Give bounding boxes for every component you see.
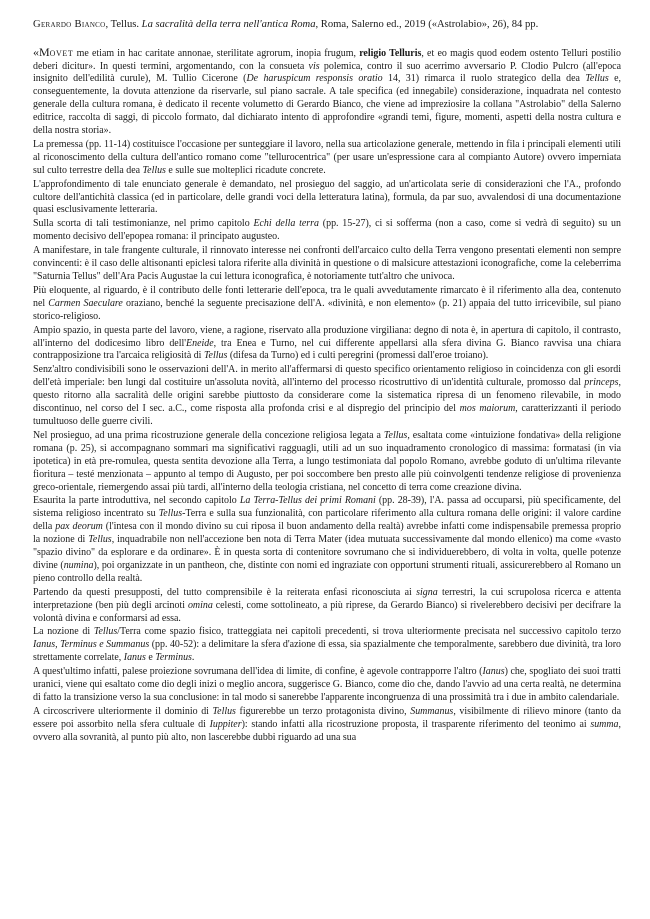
paragraph	[33, 626, 621, 665]
text-run: (pp. 15-27), ci si sofferma (non a caso, come si vedrà di seguito) su un momento decisivo dell'epopea romana: il principato augusteo.	[33, 218, 621, 243]
text-run: e sulle sue molteplici ricadute concrete.	[165, 164, 326, 176]
paragraph	[33, 430, 621, 495]
text-run: De haruspicum responsis oratio	[246, 73, 383, 85]
text-run: 14, 31) rimarca il ruolo strategico della dea	[382, 73, 586, 85]
text-run: La Terra-Tellus dei primi Romani	[239, 495, 376, 507]
text-run: , ovvero alla sovranità, al punto più alto, non lascerebbe dubbi riguardo ad una sua	[33, 718, 621, 743]
text-run: pax deorum	[55, 521, 103, 533]
text-run: ), poi organizzate in un pantheon, che, distinte con nomi ed ingraziate con opportuni strumenti rituali, assicurerebbero al Romano un pieno controllo della realtà.	[33, 559, 621, 584]
text-run: Carmen Saeculare	[48, 297, 123, 309]
text-run: Ianus	[123, 652, 146, 664]
text-run: Terminus	[155, 652, 192, 664]
text-run: ): stando infatti alla ricostruzione proposta, il trasparente riferimento del teonimo ai	[241, 718, 591, 730]
text-run: Ianus	[482, 666, 505, 678]
text-run: Più eloquente, al riguardo, è il contributo delle fonti letterarie dell'epoca, tra le quali avvedutamente rimarcato è il riferimento alla dea, contenuto nel	[33, 284, 621, 309]
text-run: , questo ritorno alla sacralità delle origini sarebbe piuttosto da considerare come la sistematica ripresa di un fenomeno rilevabile, in modo discontinuo, nel corso del I sec. a.C., come risposta alla profonda crisi e al dispregio del principio del	[33, 377, 621, 415]
text-run: Ampio spazio, in questa parte del lavoro, viene, a ragione, riservato alla produzione virgiliana: degno di nota è, in apertura di capitolo, il contrasto, all'interno del dodicesimo libro dell'	[33, 324, 621, 349]
text-run: Tellus	[212, 705, 236, 717]
paragraph	[33, 285, 621, 324]
text-run: ovet	[49, 44, 74, 59]
text-run: Tellus	[203, 350, 228, 362]
paragraph	[33, 218, 621, 244]
text-run: numina	[63, 559, 94, 571]
paragraph	[33, 139, 621, 178]
paragraph	[33, 325, 621, 364]
paragraph	[33, 495, 621, 585]
text-run: , inquadrabile non nell'accezione ben nota di Terra Mater (idea mutuata successivamente dal mondo ellenico) ma come «vasto "spazio divino" da esplorare e da ordinare». È in questa sorta di contenitore sovrumano che si individuerebbero, di volta in volta, quelle potenze divine (	[33, 534, 622, 571]
text-run: /Terra come spazio fisico, tratteggiata nei capitoli precedenti, si trova ulteriormente precisata nel successivo capitolo terzo	[117, 626, 622, 638]
text-run: (l'intesa con il mondo divino su cui riposa il buon andamento della realtà) avrebbe infatti come indispensabile premessa proprio la nozione di	[33, 521, 621, 546]
text-run: figurerebbe un terzo protagonista divino,	[235, 705, 411, 717]
review-body	[33, 46, 621, 745]
paragraph	[33, 364, 621, 429]
text-run: Echi della terra	[253, 218, 319, 230]
text-run: La premessa (pp. 11-14) costituisce l'occasione per sunteggiare il lavoro, nella sua articolazione generale, mettendo in fila i principali elementi utili al riconoscimento della cultura dell'antico romano come "tellurocentrica" (per usare un'espressione cara al compianto Autore) ovvero imperniata sul culto terrestre della dea	[33, 138, 621, 176]
paragraph	[33, 179, 621, 218]
text-run: summa	[590, 718, 619, 730]
text-run: A quest'ultimo infatti, palese proiezione sovrumana dell'idea di limite, di confine, è agevole contrapporre l'altro (	[33, 666, 483, 678]
text-run: mos maiorum	[459, 403, 516, 415]
text-run: (pp. 40-52): a delimitare la sfera d'azione di essa, sia spazialmente che temporalmente, sarebbero due divinità, tra loro strettamente correlate,	[33, 639, 621, 664]
book-title: La sacralità della terra nell'antica Roma	[141, 19, 316, 30]
book-subject: , Tellus.	[105, 19, 142, 30]
book-details: , Roma, Salerno ed., 2019 («Astrolabio», 26), 84 pp.	[315, 19, 539, 30]
review-page	[33, 18, 621, 746]
text-run: Partendo da questi presupposti, del tutto comprensibile è la reiterata enfasi riconosciuta ai	[33, 586, 417, 598]
text-run: «M	[33, 44, 50, 59]
text-run: terrestri, la cui scrupolosa ricerca e attenta interpretazione (ben più degli arcinoti	[33, 586, 622, 611]
text-run: celesti, come sottolineato, a più riprese, da Gerardo Bianco) si rivelerebbero decisivi per decifrare la volontà divina e conformarsi ad essa.	[33, 599, 621, 624]
text-run: ) che, spogliato dei suoi tratti uranici, viene qui esaltato come dio degli inizi o meglio ancora, suggerisce G. Bianco, come dio che, dando l'avvio ad una certa realtà, ne determina di fatto la transizione verso la sua conclusione: in tal modo si sanerebbe l'apparente incongruenza di una prossimità tra i due in ambito calendariale.	[33, 666, 622, 703]
text-run: Tellus	[585, 73, 609, 85]
text-run: Tellus	[93, 626, 118, 638]
text-run: La nozione di	[33, 626, 94, 638]
paragraph	[33, 706, 621, 745]
text-run: A circoscrivere ulteriormente il dominio di	[33, 705, 213, 717]
paragraph	[33, 666, 621, 705]
text-run: , esaltata come «intuizione fondativa» della religione romana (p. 25), si accompagnano sommari ma significativi ragguagli, utili ad un suo inquadramento cronologico di massima: formatasi (in via ipotetica) in età pre-romulea, questa sentita devozione alla Terra, a lungo testimoniata dal popolo Romano, avrebbe goduto di un'ultima rilevante fioritura – testé menzionata – appunto al tempo di Augusto, per poi soccombere ben presto alle più coinvolgenti tendenze religiose di provenienza greco-orientale, riemergendo assai più tardi, all'interno della teologia cristiana, nel concetto di terra come creazione divina.	[33, 429, 621, 493]
paragraph	[33, 587, 621, 626]
text-run: omina	[187, 599, 213, 611]
text-run: polemica, contro il suo acerrimo avversario P. Clodio Pulcro (all'epoca insignito dell'edilità curule), M. Tullio Cicerone (	[33, 60, 621, 85]
text-run: Senz'altro condivisibili sono le osservazioni dell'A. in merito all'affermarsi di questo specifico orientamento religioso in coincidenza con gli esordi dell'età imperiale: ben lungi dal costituire un'assoluta novità, all'interno del processo ricostruttivo di un'identità culturale, promosso dal	[33, 364, 621, 389]
text-run: signa	[416, 586, 438, 598]
text-run: .	[191, 652, 195, 664]
text-run: Tellus	[158, 508, 183, 520]
text-run: Summanus	[410, 705, 454, 717]
text-run: Ianus, Terminus e Summanus	[33, 639, 150, 651]
text-run: vis	[308, 60, 320, 72]
text-run: , et eo magis quod eodem ostento Telluri postilio deberi dicitur». In questi termini, argomentando, con la consueta	[33, 47, 622, 72]
book-reference	[33, 18, 621, 32]
text-run: oraziano, benché la seguente precisazione dell'A. «divinità, e non elemento» (p. 21) appaia del tutto irricevibile, sul piano storico-religioso.	[33, 297, 621, 322]
text-run: , tra Enea e Turno, nel cui differente appellarsi alla sfera divina G. Bianco ravvisa una chiara contrapposizione tra l'arcaica religiosità di	[33, 337, 621, 362]
text-run: princeps	[584, 377, 619, 389]
text-run: Eneide	[186, 337, 214, 349]
text-run: , visibilmente di rilievo minore (tanto da essere poi assorbito nella sfera cultuale di	[33, 705, 621, 730]
text-run: Nel prosieguo, ad una prima ricostruzione generale della concezione religiosa legata a	[33, 429, 384, 441]
text-run: Tellus	[383, 429, 408, 441]
text-run: Tellus	[142, 164, 166, 176]
text-run: (pp. 28-39), l'A. passa ad occuparsi, più specificamente, del sistema religioso incentrato su	[33, 495, 621, 520]
text-run: Sulla scorta di tali testimonianze, nel primo capitolo	[33, 218, 254, 230]
text-run: (difesa da Turno) ed i culti peregrini (promessi dall'eroe troiano).	[227, 350, 489, 362]
text-run: religio Telluris	[359, 47, 422, 59]
text-run: me etiam in hac caritate annonae, sterilitate agrorum, inopia frugum,	[73, 47, 360, 59]
text-run: -Terra e sulla sua funzionalità, con particolare riferimento alla cultura romana delle origini: il valore cardine della	[33, 508, 621, 533]
text-run: A manifestare, in tale frangente culturale, il rinnovato interesse nei confronti dell'arcaico culto della Terra vengono presentati elementi non sempre convincenti: è il caso delle altisonanti epiclesi talora riferite alla divinità in questione o di malsicure attestazioni iconografiche, come la celeberrima "Saturnia Tellus" dell'Ara Pacis Augustae la cui lettura iconografica, è notoriamente tutt'altro che univoca.	[33, 245, 621, 282]
text-run: L'approfondimento di tale enunciato generale è demandato, nel prosieguo del saggio, ad un'articolata serie di considerazioni che l'A., profondo cultore dell'antichità classica (ed in particolare, delle grandi voci della letteratura latina), formula, da par suo, avvalendosi di una documentazione quasi esclusivamente letteraria.	[33, 178, 621, 216]
text-run: Tellus	[88, 534, 112, 546]
text-run: e	[145, 652, 156, 664]
text-run: e, conseguentemente, la dovuta attenzione da riservarle, sul piano sacrale. A tale specifica (ed innegabile) considerazione, inquadrata nel contesto generale della cultura romana, è dedicato il recente volumetto di Gerardo Bianco, che viene ad impreziosire la collana "Astrolabio" della Salerno editrice, raccolta di saggi, di piccolo formato, dal dichiarato intento di approfondire «grandi temi, figure, momenti, aspetti della nostra cultura e della nostra storia».	[33, 73, 621, 137]
author-name: Gerardo Bianco	[33, 19, 106, 30]
paragraph	[33, 46, 621, 138]
text-run: Iuppiter	[209, 718, 242, 730]
text-run: Esaurita la parte introduttiva, nel secondo capitolo	[33, 495, 240, 507]
text-run: , caratterizzanti il periodo tumultuoso delle guerre civili.	[33, 403, 622, 427]
paragraph	[33, 245, 621, 284]
